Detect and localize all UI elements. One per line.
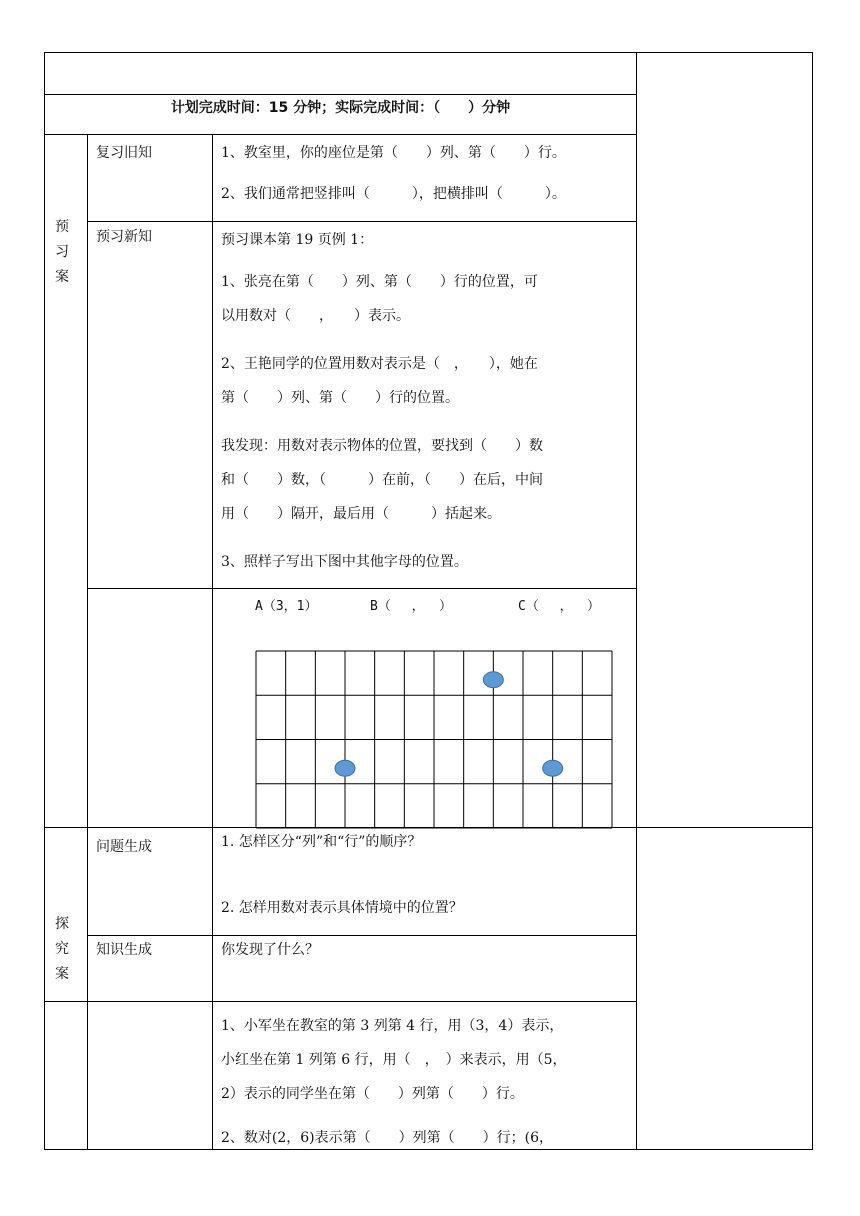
review-label: 复习旧知 xyxy=(96,145,152,161)
point-b-label: B（ ， ） xyxy=(370,599,452,614)
position-dot xyxy=(335,760,355,776)
position-dot xyxy=(543,760,563,776)
border-top xyxy=(44,52,813,53)
time-plan-line: 计划完成时间：15 分钟；实际完成时间：（ ）分钟 xyxy=(170,100,511,116)
row-line xyxy=(44,94,637,95)
row-line xyxy=(44,1001,637,1002)
practice-1-line3: 2）表示的同学坐在第（ ）列第（ ）行。 xyxy=(221,1086,524,1102)
label-char: 探 xyxy=(55,916,69,932)
section-label-preview xyxy=(52,215,72,290)
knowledge-question: 你发现了什么？ xyxy=(221,942,319,958)
preview-find-line3: 用（ ）隔开，最后用（ ）括起来。 xyxy=(221,506,501,522)
label-char: 案 xyxy=(55,966,69,982)
review-question-1: 1、教室里，你的座位是第（ ）列、第（ ）行。 xyxy=(221,145,566,161)
point-a-label: A（3，1） xyxy=(255,599,318,614)
problem-label: 问题生成 xyxy=(96,839,152,855)
preview-q3: 3、照样子写出下图中其他字母的位置。 xyxy=(221,554,468,570)
practice-1-line2: 小红坐在第 1 列第 6 行，用（ ， ）来表示，用（5， xyxy=(221,1052,567,1068)
position-grid-svg xyxy=(255,650,613,830)
preview-find-line1: 我发现：用数对表示物体的位置，要找到（ ）数 xyxy=(221,438,543,454)
preview-intro: 预习课本第 19 页例 1： xyxy=(221,232,374,248)
preview-q1-line1: 1、张亮在第（ ）列、第（ ）行的位置，可 xyxy=(221,274,538,290)
review-question-2: 2、我们通常把竖排叫（ ），把横排叫（ ）。 xyxy=(221,186,566,202)
preview-q2-line1: 2、王艳同学的位置用数对表示是（ ， ），她在 xyxy=(221,356,538,372)
label-char: 究 xyxy=(55,941,69,957)
border-main-right xyxy=(636,52,637,1150)
practice-1-line1: 1、小军坐在教室的第 3 列第 4 行，用（3，4）表示， xyxy=(221,1018,564,1034)
col-line xyxy=(87,134,88,1150)
preview-find-line2: 和（ ）数，（ ）在前，（ ）在后，中间 xyxy=(221,472,543,488)
col-line xyxy=(212,134,213,1150)
row-line xyxy=(44,134,637,135)
position-grid xyxy=(255,650,613,830)
knowledge-label: 知识生成 xyxy=(96,942,152,958)
row-line xyxy=(87,935,637,936)
row-line xyxy=(87,588,637,589)
border-right xyxy=(812,52,813,1150)
label-char: 案 xyxy=(55,269,69,285)
preview-label: 预习新知 xyxy=(96,229,152,245)
row-line xyxy=(87,221,637,222)
border-bottom xyxy=(44,1149,813,1150)
preview-q1-line2: 以用数对（ ， ）表示。 xyxy=(221,308,410,324)
border-left xyxy=(44,52,45,1150)
section-label-explore xyxy=(52,912,72,987)
problem-question-2: 2. 怎样用数对表示具体情境中的位置？ xyxy=(221,900,463,916)
preview-q2-line2: 第（ ）列、第（ ）行的位置。 xyxy=(221,390,459,406)
position-dot xyxy=(483,672,503,688)
problem-question-1: 1. 怎样区分“列”和“行”的顺序？ xyxy=(221,834,422,850)
practice-2-line1: 2、数对(2，6)表示第（ ）列第（ ）行；(6， xyxy=(221,1130,554,1146)
label-char: 预 xyxy=(55,219,69,235)
label-char: 习 xyxy=(55,244,69,260)
point-c-label: C（ ， ） xyxy=(518,599,600,614)
